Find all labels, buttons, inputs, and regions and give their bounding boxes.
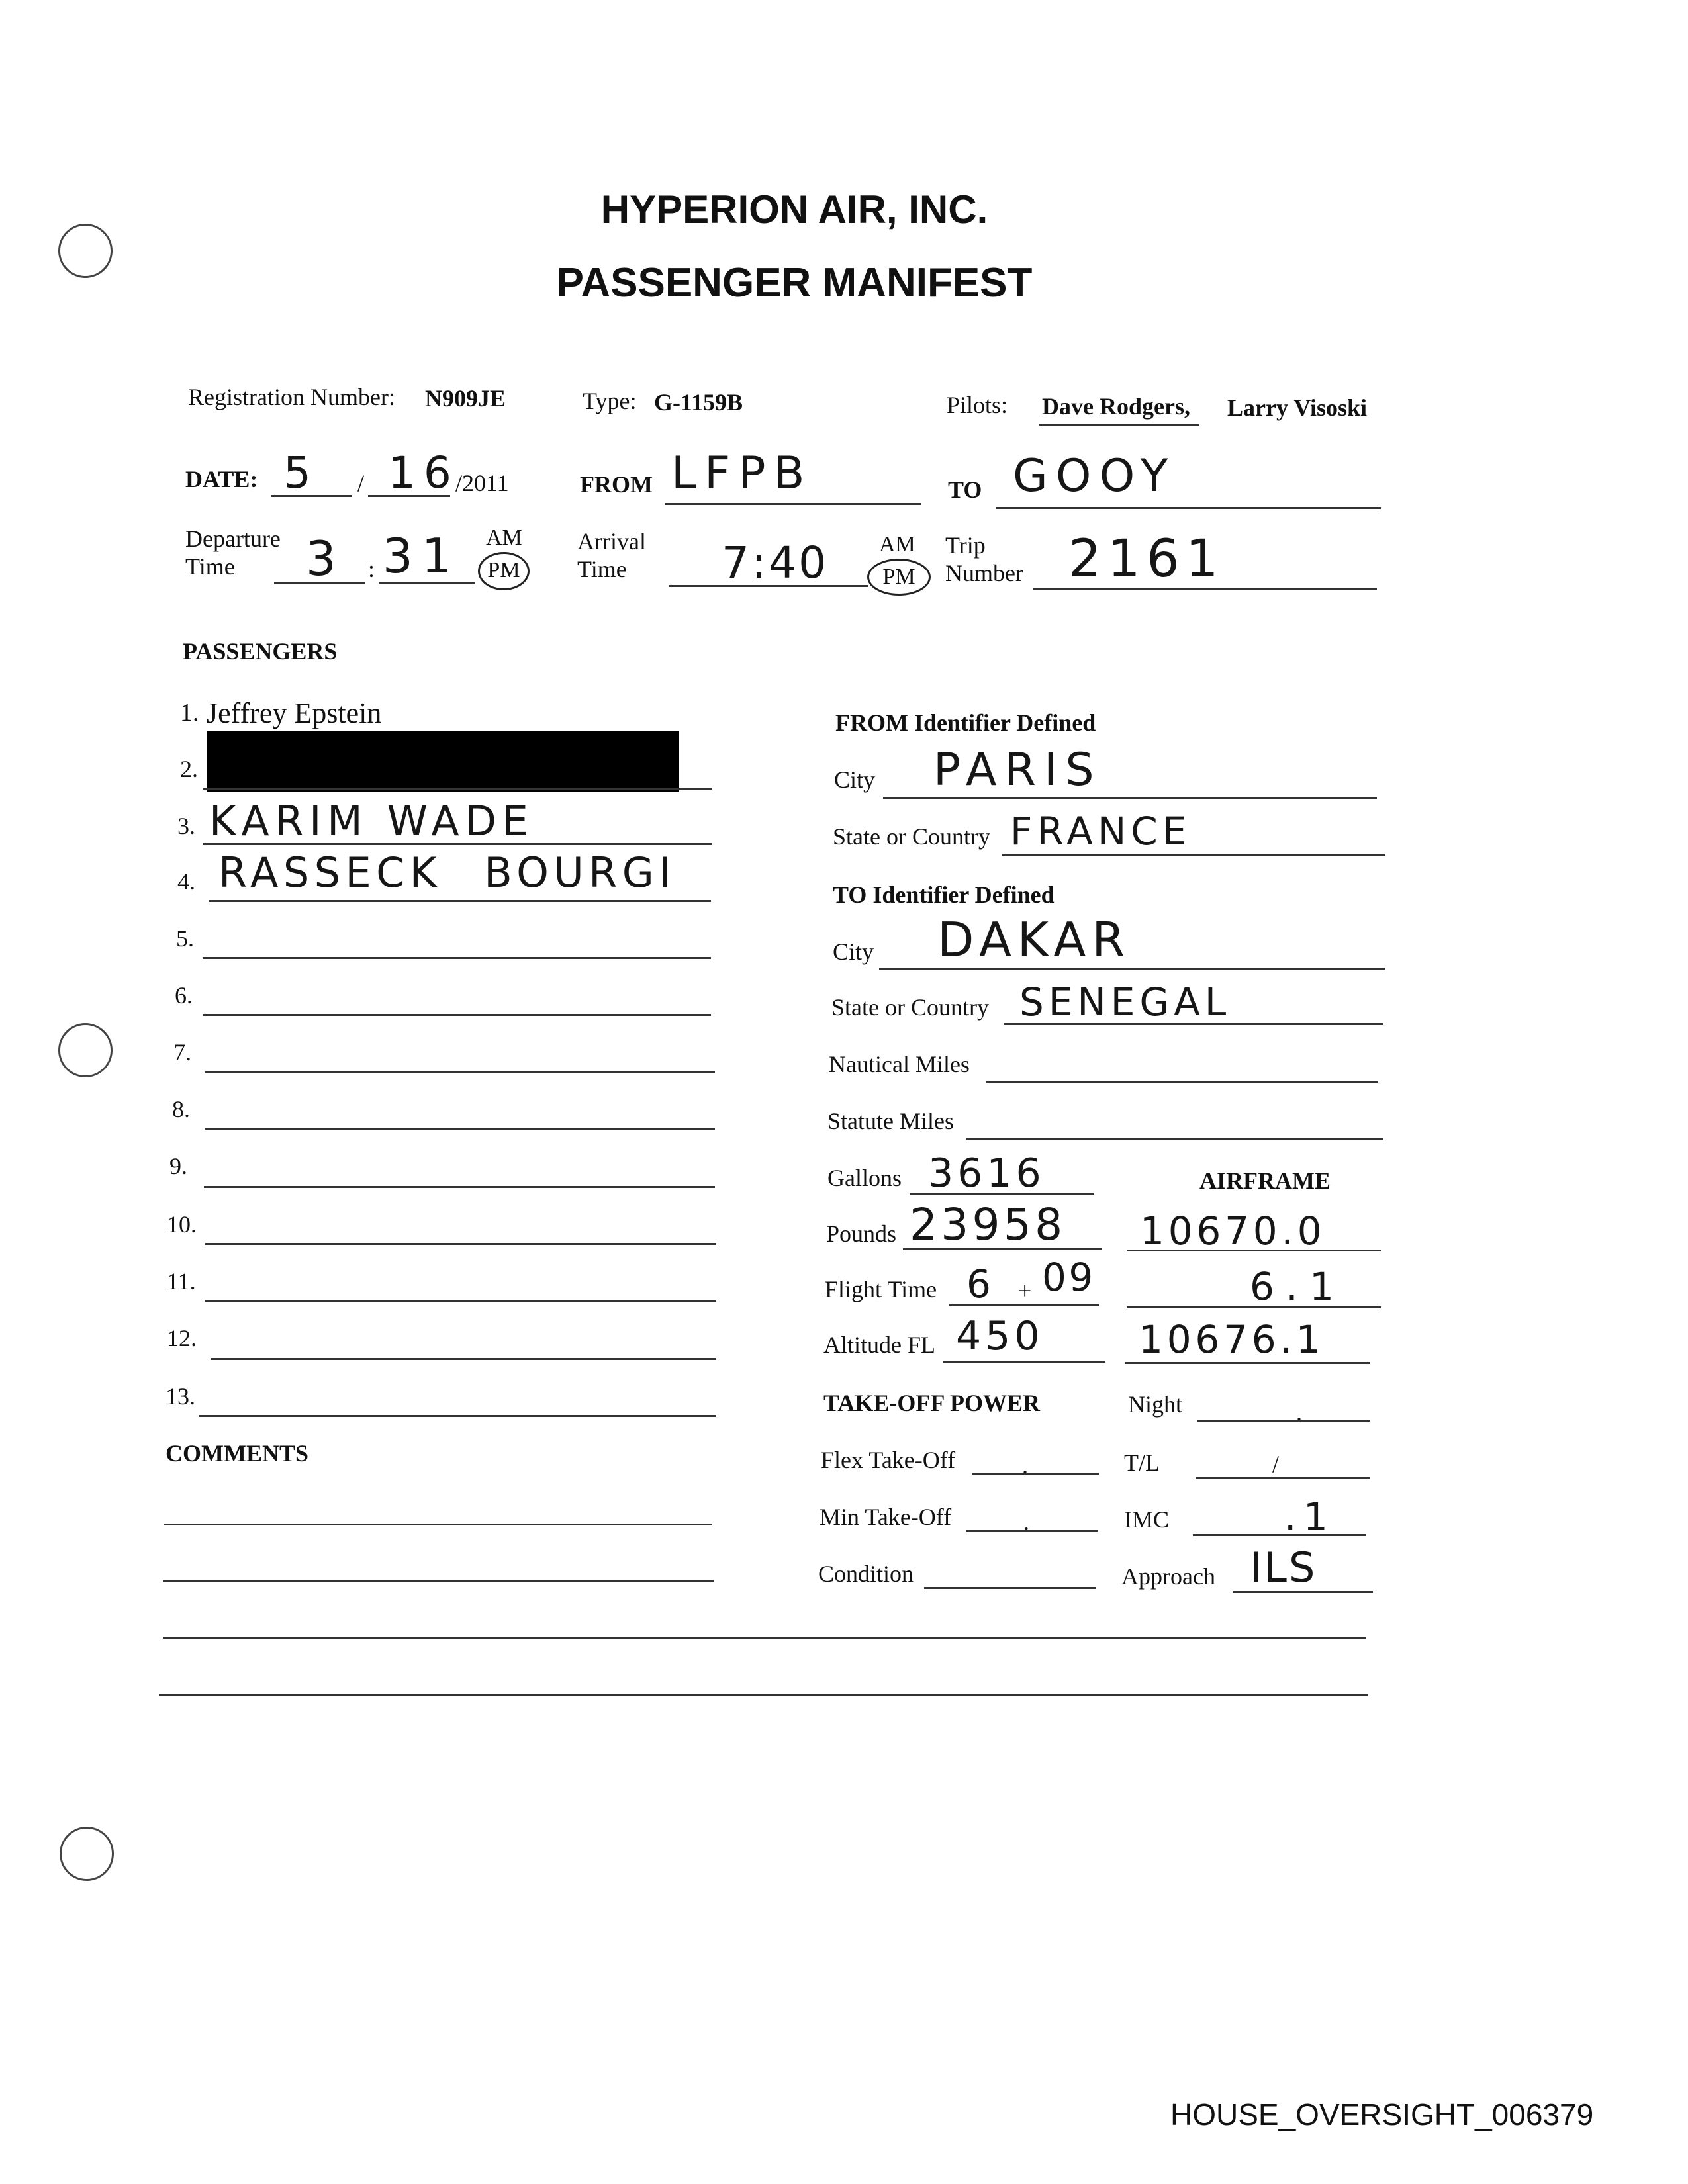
tl-slash: / [1272,1451,1280,1477]
takeoff-power-heading: TAKE-OFF POWER [823,1390,1040,1416]
airframe-total-line [1125,1362,1370,1364]
flight-time-label: Flight Time [825,1276,937,1302]
min-takeoff-line [966,1530,1098,1532]
passenger-num-1: 1. [180,699,199,727]
pounds-label: Pounds [826,1220,897,1247]
comments-line-3 [163,1637,1366,1639]
from-city-value: PARIS [933,744,1102,796]
passenger-line-11 [205,1300,716,1302]
trip-label-1: Trip [945,532,986,559]
condition-line [924,1587,1096,1589]
type-label: Type: [583,388,637,414]
type-value: G-1159B [654,389,743,416]
arrival-label-2: Time [577,556,627,582]
comments-line-4 [159,1694,1368,1696]
punch-hole-middle [58,1023,113,1077]
page-title: PASSENGER MANIFEST [556,260,1033,306]
flex-dot: . [1022,1452,1028,1479]
registration-value: N909JE [425,385,506,412]
passenger-num-10: 10. [167,1211,197,1238]
arrival-am: AM [879,532,915,557]
from-city-line [883,797,1377,799]
from-value: LFPB [671,447,813,500]
from-defined-heading: FROM Identifier Defined [835,709,1096,736]
passenger-line-12 [211,1358,716,1360]
passenger-line-9 [204,1186,715,1188]
arrival-pm-circled [867,559,931,596]
from-state-line [1002,854,1385,856]
punch-hole-bottom [60,1827,114,1881]
passenger-num-6: 6. [175,982,193,1009]
bates-number: HOUSE_OVERSIGHT_006379 [1170,2097,1594,2132]
to-state-line [1004,1023,1383,1025]
passenger-line-5 [203,957,711,959]
airframe-total: 10676.1 [1139,1317,1325,1362]
passenger-num-12: 12. [167,1325,197,1351]
to-value: GOOY [1013,450,1176,502]
from-label: FROM [580,471,653,498]
airframe-added-line [1127,1306,1381,1308]
departure-pm-circled [478,552,530,590]
gallons-label: Gallons [827,1165,902,1191]
passenger-line-2 [203,788,712,790]
redaction-box [207,731,679,792]
date-month: 5 [283,447,319,498]
night-line [1197,1420,1370,1422]
passenger-line-7 [205,1071,715,1073]
night-dot: . [1296,1399,1302,1426]
comments-line-2 [163,1580,714,1582]
arrival-line [669,585,868,587]
tl-line [1196,1477,1370,1479]
departure-am: AM [486,525,522,550]
min-takeoff-dot: . [1023,1509,1029,1535]
pounds-line [903,1248,1102,1250]
flight-time-minutes: 09 [1042,1255,1096,1300]
approach-line [1233,1591,1373,1593]
statute-miles-line [966,1138,1383,1140]
to-city-label: City [833,938,874,965]
passenger-name-4: RASSECK BOURGI [218,848,676,897]
altitude-label: Altitude FL [823,1332,935,1358]
from-state-value: FRANCE [1010,809,1192,854]
arrival-label-1: Arrival [577,528,646,555]
passenger-num-8: 8. [172,1096,190,1122]
statute-miles-label: Statute Miles [827,1108,954,1134]
imc-value: .1 [1284,1494,1335,1539]
departure-minute-line [379,582,475,584]
passenger-num-5: 5. [176,925,194,952]
from-line [665,503,921,505]
trip-value: 2161 [1068,529,1225,589]
pounds-value: 23958 [910,1199,1066,1250]
flex-label: Flex Take-Off [821,1447,956,1473]
airframe-added: 6.1 [1250,1264,1346,1309]
imc-line [1193,1534,1366,1536]
departure-hour-line [274,582,365,584]
date-slash: / [357,470,365,496]
departure-hour: 3 [306,531,345,586]
passenger-line-10 [205,1243,716,1245]
pilot-name-1: Dave Rodgers, [1042,393,1190,420]
condition-label: Condition [818,1561,914,1587]
arrival-value: 7:40 [722,537,829,588]
night-label: Night [1128,1391,1183,1418]
from-state-label: State or Country [833,823,990,850]
passenger-line-4 [209,900,711,902]
pilots-label: Pilots: [947,392,1008,418]
passenger-line-6 [203,1014,711,1016]
airframe-start-line [1127,1250,1381,1251]
passenger-num-7: 7. [173,1039,191,1066]
flight-time-hours: 6 [966,1261,998,1306]
comments-label: COMMENTS [165,1440,308,1467]
tl-label: T/L [1124,1449,1160,1476]
registration-label: Registration Number: [188,384,395,410]
passenger-name-1: Jeffrey Epstein [207,697,382,729]
arrival-pm: PM [882,565,915,589]
passenger-line-3 [203,843,712,845]
from-city-label: City [834,766,876,793]
date-day: 16 [388,447,459,498]
gallons-value: 3616 [928,1150,1045,1197]
to-state-label: State or Country [831,994,989,1021]
date-month-line [271,495,352,497]
to-defined-heading: TO Identifier Defined [833,882,1055,908]
flex-line [972,1473,1099,1475]
pilot-1-underline [1039,424,1199,426]
date-day-line [368,495,450,497]
flight-time-plus: + [1018,1277,1032,1304]
departure-label-2: Time [185,553,235,580]
departure-label-1: Departure [185,525,281,552]
altitude-value: 450 [956,1313,1044,1359]
date-label: DATE: [185,466,258,492]
to-label: TO [948,477,982,503]
passenger-name-3: KARIM WADE [209,797,534,845]
date-year: /2011 [455,470,509,496]
departure-colon: : [368,556,375,582]
nautical-miles-label: Nautical Miles [829,1051,970,1077]
passenger-num-9: 9. [169,1153,187,1179]
passenger-num-11: 11. [167,1268,196,1295]
gallons-line [910,1193,1094,1195]
trip-label-2: Number [945,560,1023,586]
passenger-num-2: 2. [180,756,198,782]
to-line [996,507,1381,509]
flight-time-line [949,1304,1099,1306]
passenger-num-3: 3. [177,813,195,839]
pilot-name-2: Larry Visoski [1227,394,1368,421]
altitude-line [943,1361,1105,1363]
approach-label: Approach [1121,1563,1215,1590]
to-state-value: SENEGAL [1019,979,1231,1024]
departure-pm: PM [487,558,520,582]
departure-minute: 31 [383,528,461,584]
company-name: HYPERION AIR, INC. [600,187,988,232]
imc-label: IMC [1124,1506,1170,1533]
min-takeoff-label: Min Take-Off [820,1504,952,1530]
airframe-start: 10670.0 [1140,1208,1326,1253]
approach-value: ILS [1250,1543,1317,1592]
passenger-num-4: 4. [177,868,195,895]
passenger-line-13 [199,1415,716,1417]
to-city-line [879,968,1385,970]
to-city-value: DAKAR [937,912,1131,968]
airframe-heading: AIRFRAME [1199,1167,1331,1194]
passenger-num-13: 13. [165,1383,195,1410]
passengers-heading: PASSENGERS [183,638,338,664]
nautical-miles-line [986,1081,1378,1083]
comments-line-1 [164,1524,712,1525]
passenger-line-8 [205,1128,715,1130]
trip-line [1033,588,1377,590]
